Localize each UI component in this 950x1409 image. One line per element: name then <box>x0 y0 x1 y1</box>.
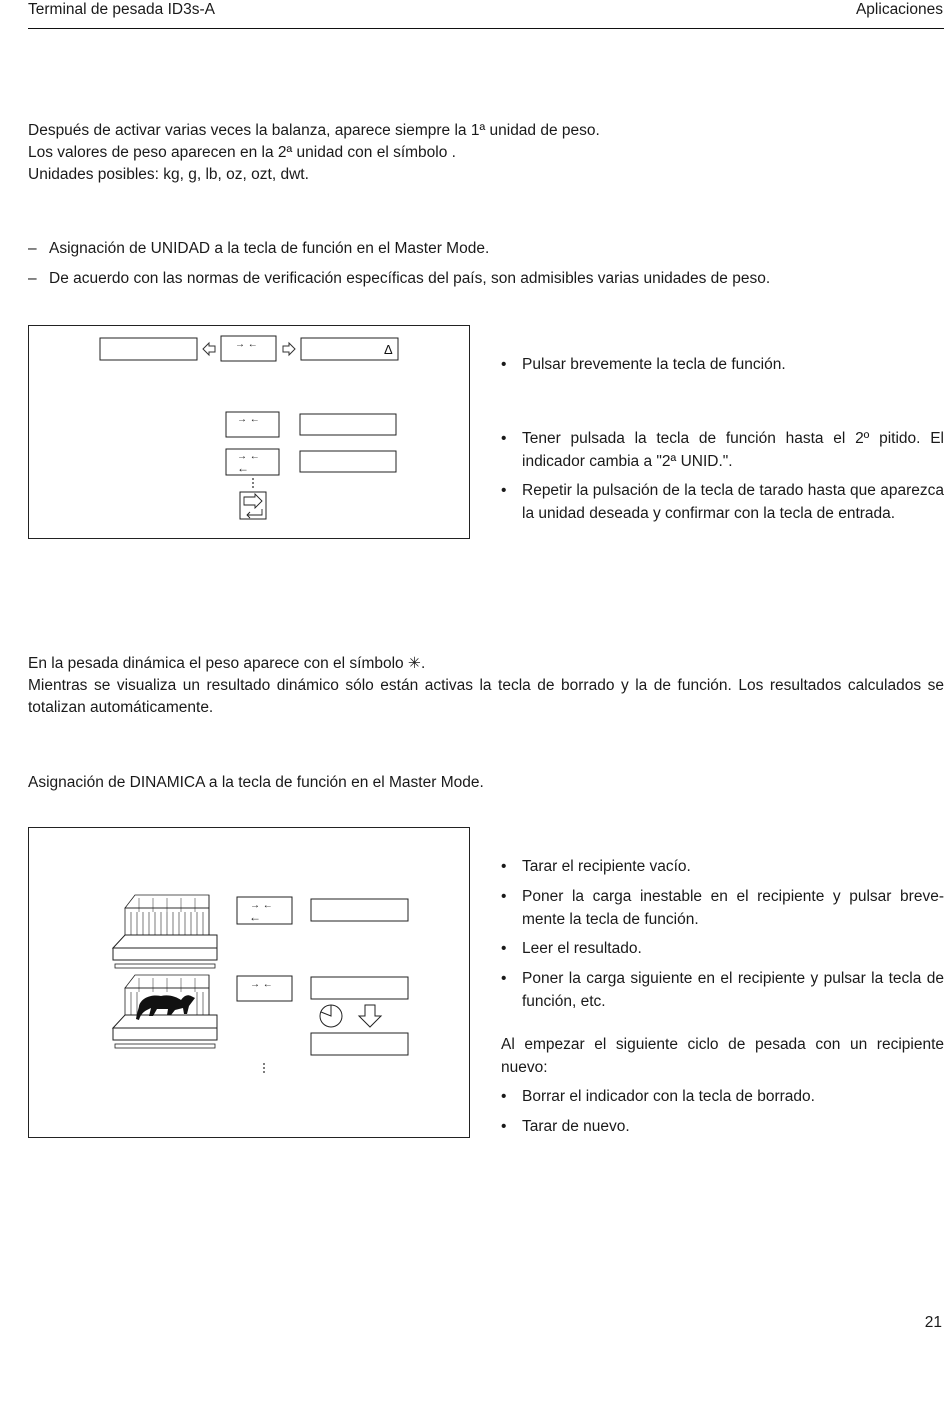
step-item: • Borrar el indicador con la tecla de borrado. <box>501 1086 944 1109</box>
dynamic-prereq: Asignación de DINAMICA a la tecla de función en el Master Mode. <box>28 774 484 791</box>
intro-line-3: Unidades posibles: kg, g, lb, oz, ozt, dwt. <box>28 166 309 183</box>
step-text: Tener pulsada la tecla de función hasta el 2º pitido. El indicador cambia a "2ª UNID.". <box>522 430 944 470</box>
dynamic-intro: En la pesada dinámica el peso aparece con el símbolo ✳. <box>28 655 426 672</box>
display-unit-select <box>300 451 396 472</box>
step-item: • Poner la carga siguiente en el recipiente y pulsar la tecla de función, etc. <box>501 968 944 1013</box>
step-item: • Tarar de nuevo. <box>501 1116 944 1139</box>
prereq-item: – Asignación de UNIDAD a la tecla de función en el Master Mode. <box>28 240 490 257</box>
delta-symbol: Δ <box>384 342 393 357</box>
new-cycle-text: Al empezar el siguiente ciclo de pesada con un recipiente nuevo: <box>501 1036 944 1076</box>
dynamic-weighing-figure <box>28 827 470 1138</box>
unit-switch-figure <box>28 325 470 539</box>
down-arrow-icon <box>359 1005 381 1027</box>
step-text: Poner la carga inestable en el recipiente y pulsar breve-mente la tecla de función. <box>522 888 944 928</box>
dynamic-note: Mientras se visualiza un resultado dinámico sólo están activas la tecla de borrado y la de función. Los resultados calculados se totalizan automáticamente. <box>28 677 944 716</box>
step-text: Tarar el recipiente vacío. <box>522 858 691 875</box>
step-text: Poner la carga siguiente en el recipiente y pulsar la tecla de función, etc. <box>522 970 944 1010</box>
step-text: Tarar de nuevo. <box>522 1118 630 1135</box>
step-text: Pulsar brevemente la tecla de función. <box>522 356 786 373</box>
enter-arrow-icon <box>244 494 262 508</box>
tare-arrows-icon: → ← <box>237 414 260 425</box>
display-1st-unit <box>100 338 197 360</box>
intro-line-1: Después de activar varias veces la balanza, aparece siempre la 1ª unidad de peso. <box>28 122 600 139</box>
unit-switch-diagram <box>29 326 469 538</box>
dynamic-weighing-diagram <box>29 828 469 1137</box>
header-title: Terminal de pesada ID3s-A <box>28 1 215 18</box>
step-item: • Tener pulsada la tecla de función hasta el 2º pitido. El indicador cambia a "2ª UNID.". <box>501 428 944 473</box>
step-text: Repetir la pulsación de la tecla de tarado hasta que aparezca la unidad deseada y confirmar con la tecla de entrada. <box>522 482 944 522</box>
prereq-text: Asignación de UNIDAD a la tecla de función en el Master Mode. <box>49 240 490 257</box>
arrow-left-icon <box>203 343 215 355</box>
return-arrow-icon <box>247 509 262 518</box>
tare-arrows-icon: → ← <box>250 900 273 911</box>
display-result <box>311 1033 408 1055</box>
step-item: • Poner la carga inestable en el recipiente y pulsar breve-mente la tecla de función. <box>501 886 944 931</box>
header-section: Aplicaciones <box>855 1 943 18</box>
step-item: • Repetir la pulsación de la tecla de tarado hasta que aparezca la unidad deseada y confirmar con la tecla de entrada. <box>501 480 944 525</box>
step-text: Leer el resultado. <box>522 940 642 957</box>
prereq-item: – De acuerdo con las normas de verificación específicas del país, son admisibles varias unidades de peso. <box>28 270 771 287</box>
tare-arrows-icon: → ← <box>250 979 273 990</box>
empty-cage-icon <box>113 895 217 968</box>
arrow-right-icon <box>283 343 295 355</box>
left-arrow-icon: ← <box>237 461 249 475</box>
tare-arrows-icon: → ← <box>237 451 260 462</box>
cat-cage-icon <box>113 975 217 1048</box>
header-rule <box>28 28 944 29</box>
step-text: Borrar el indicador con la tecla de borrado. <box>522 1088 815 1105</box>
display-unid <box>300 414 396 435</box>
step-item: • Tarar el recipiente vacío. <box>501 856 944 879</box>
left-arrow-icon: ← <box>249 910 261 924</box>
step-item: • Leer el resultado. <box>501 938 944 961</box>
prereq-text: De acuerdo con las normas de verificación específicas del país, son admisibles varias unidades de peso. <box>49 270 771 287</box>
step-item: • Pulsar brevemente la tecla de función. <box>501 354 944 377</box>
display-weighing <box>311 977 408 999</box>
intro-line-2: Los valores de peso aparecen en la 2ª unidad con el símbolo . <box>28 144 456 161</box>
display-tare <box>311 899 408 921</box>
page-number: 21 <box>924 1314 942 1331</box>
tare-arrows-icon: → ← <box>235 339 258 350</box>
